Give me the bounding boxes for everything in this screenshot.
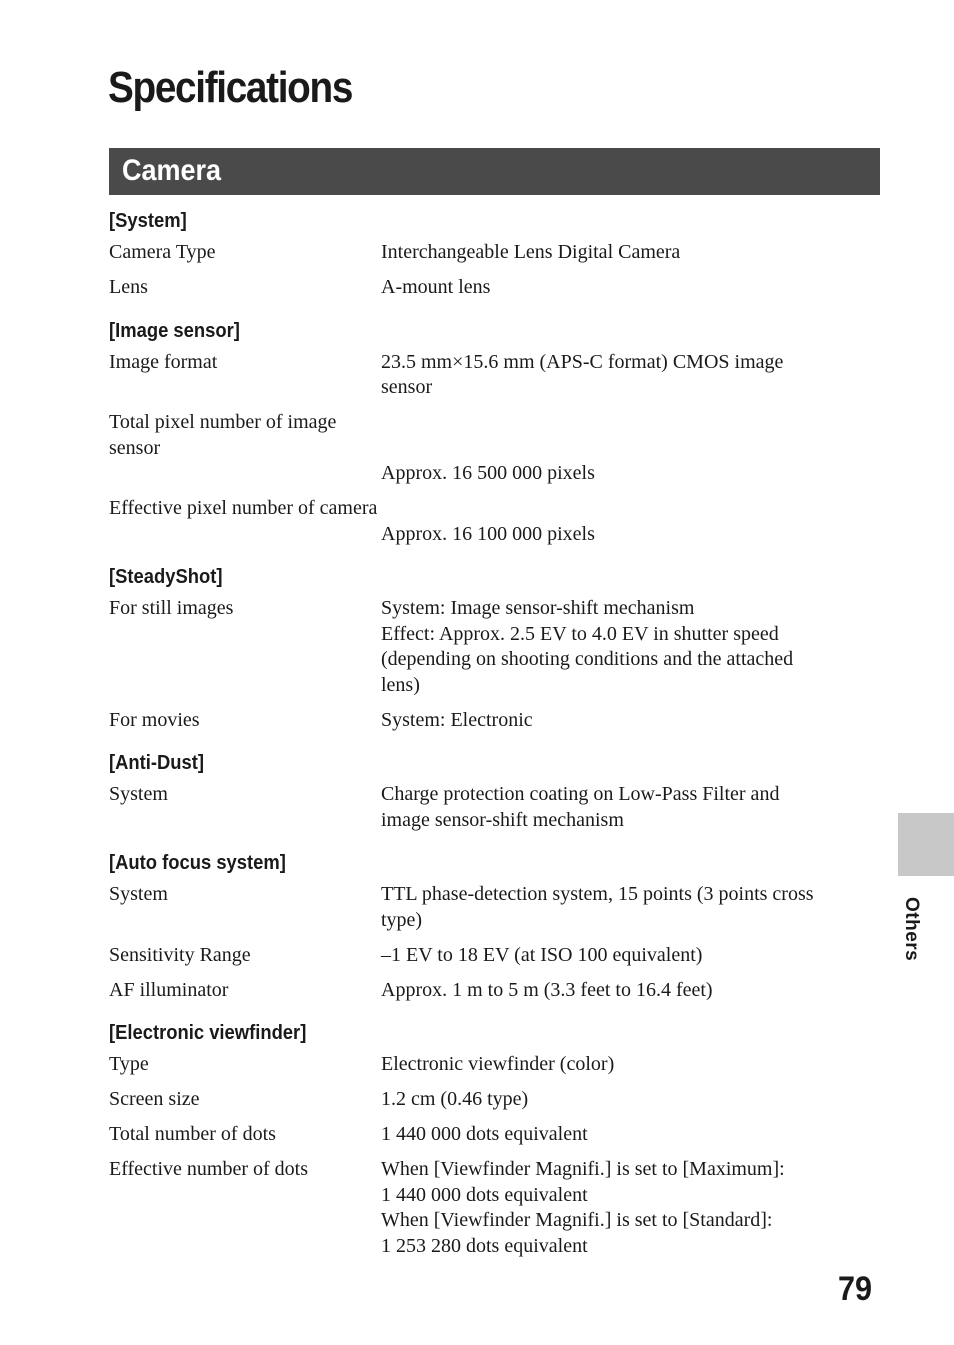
spec-label: System [109,883,168,905]
spec-row [109,943,880,969]
spec-content [109,205,880,1273]
spec-row [109,410,880,487]
spec-value-line: 1 440 000 dots equivalent [381,1123,588,1145]
spec-value-line: image sensor-shift mechanism [381,808,624,831]
spec-group [109,315,880,548]
spec-label: Effective pixel number of camera [109,497,378,519]
spec-value [381,943,880,969]
spec-value-line: TTL phase-detection system, 15 points (3 points cross [381,883,814,905]
spec-row [109,240,880,266]
spec-group [109,205,880,301]
spec-value-line: 23.5 mm×15.6 mm (APS-C format) CMOS image [381,350,784,373]
spec-value [381,782,880,833]
spec-row [109,1087,880,1113]
spec-value-line: Approx. 16 100 000 pixels [381,522,595,545]
spec-value-line: A-mount lens [381,276,491,298]
section-header-bar [109,148,880,195]
spec-group [109,1017,880,1259]
spec-group-heading: [Auto focus system] [109,852,286,874]
spec-value [381,978,880,1004]
spec-row [109,978,880,1004]
spec-label: System [109,783,168,805]
spec-value-line: When [Viewfinder Magnifi.] is set to [Standard]: [381,1209,773,1231]
spec-row [109,350,880,401]
spec-row [109,782,880,833]
spec-row [109,1122,880,1148]
spec-value-line: Charge protection coating on Low-Pass Filter and [381,783,780,805]
spec-row [109,1157,880,1259]
spec-value [381,596,880,698]
spec-group-heading: [SteadyShot] [109,566,223,588]
spec-group [109,847,880,1003]
spec-label: Total number of dots [109,1123,276,1145]
spec-value-line: 1 253 280 dots equivalent [381,1234,588,1257]
spec-value-line: Approx. 1 m to 5 m (3.3 feet to 16.4 feet) [381,978,713,1001]
spec-group-heading: [Anti-Dust] [109,752,205,774]
spec-value-line: Electronic viewfinder (color) [381,1053,615,1075]
spec-label: Camera Type [109,241,216,263]
spec-value [381,1087,880,1113]
spec-label: Lens [109,276,148,298]
spec-value-line: Effect: Approx. 2.5 EV to 4.0 EV in shutter speed [381,622,779,645]
spec-value [109,461,880,487]
spec-value [381,1052,880,1078]
spec-group-heading: [System] [109,210,187,232]
spec-value-line: 1.2 cm (0.46 type) [381,1088,529,1110]
spec-row [109,708,880,734]
spec-label: For still images [109,597,234,619]
spec-value-line: 1 440 000 dots equivalent [381,1183,588,1206]
side-tab-label: Others [901,897,922,962]
spec-row [109,882,880,933]
spec-value-line: type) [381,908,423,931]
spec-value [381,350,880,401]
spec-value [381,1122,880,1148]
spec-value-line: –1 EV to 18 EV (at ISO 100 equivalent) [381,943,703,966]
spec-label: AF illuminator [109,978,229,1001]
page-number: 79 [838,1270,873,1308]
spec-label: Sensitivity Range [109,943,251,966]
side-thumb-tab [898,813,954,876]
spec-group-heading: [Image sensor] [109,319,240,342]
spec-value [109,522,880,548]
spec-value [381,882,880,933]
spec-row [109,596,880,698]
spec-group [109,747,880,833]
spec-group-heading: [Electronic viewfinder] [109,1022,307,1044]
spec-value-line: When [Viewfinder Magnifi.] is set to [Maximum]: [381,1158,785,1180]
spec-value [381,1157,880,1259]
spec-label: Screen size [109,1088,200,1110]
spec-row [109,1052,880,1078]
spec-label: Image format [109,350,218,373]
spec-value-line: System: Image sensor-shift mechanism [381,597,695,619]
spec-label: For movies [109,708,200,731]
spec-value-line: lens) [381,673,420,696]
spec-value-line: (depending on shooting conditions and the attached [381,648,794,670]
spec-value [381,275,880,301]
spec-value [381,240,880,266]
page-title: Specifications [108,63,353,112]
spec-label: Total pixel number of image sensor [109,411,337,459]
spec-group [109,561,880,733]
spec-value-line: Interchangeable Lens Digital Camera [381,241,681,263]
spec-label: Effective number of dots [109,1158,309,1180]
section-title: Camera [122,154,222,187]
spec-value-line: sensor [381,376,433,398]
spec-row [109,275,880,301]
spec-value-line: Approx. 16 500 000 pixels [381,462,595,484]
spec-value-line: System: Electronic [381,708,533,731]
spec-row [109,496,880,547]
spec-value [381,708,880,734]
spec-label: Type [109,1053,149,1075]
